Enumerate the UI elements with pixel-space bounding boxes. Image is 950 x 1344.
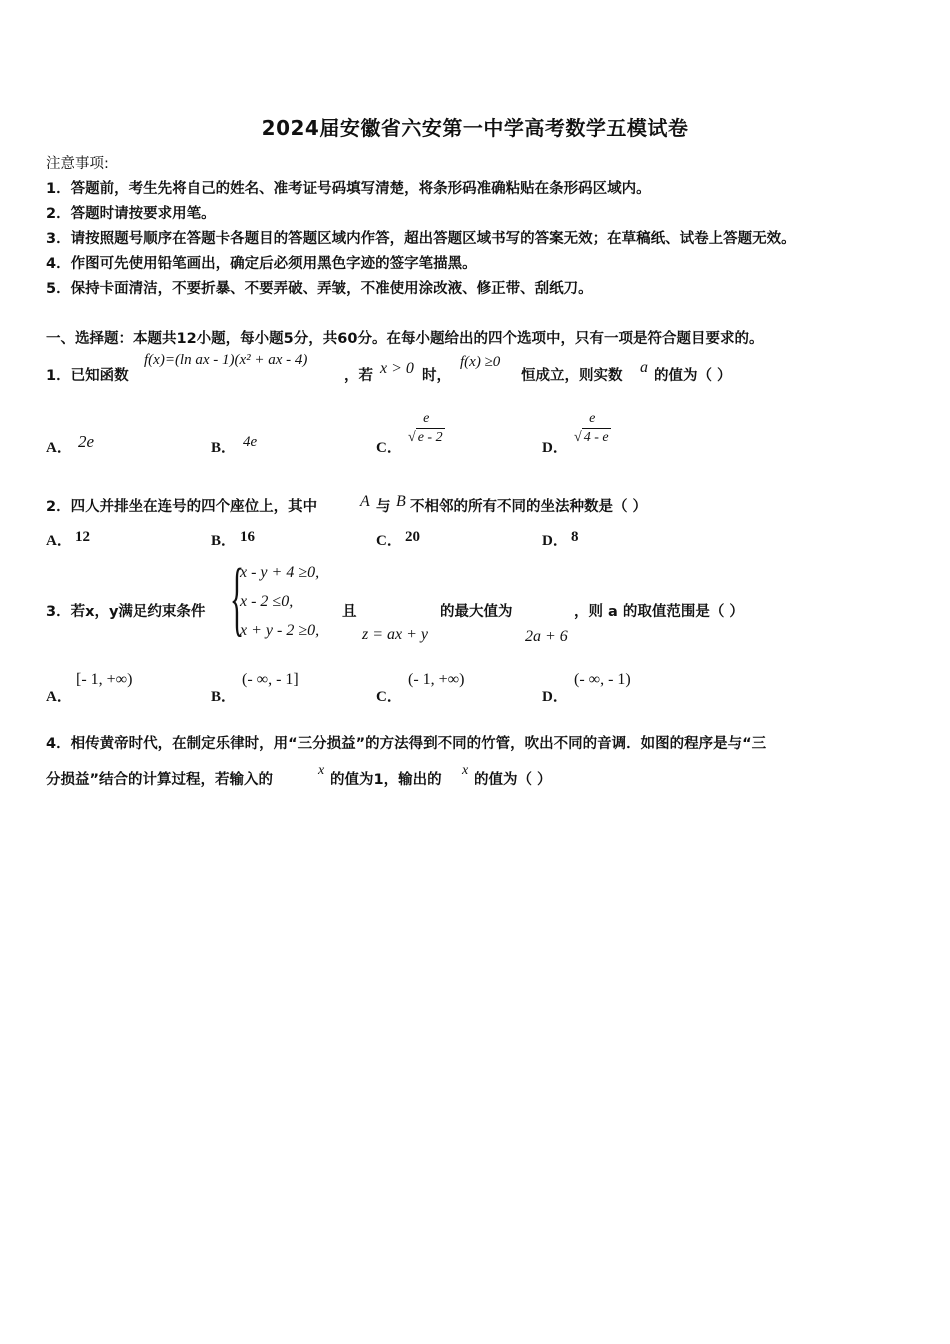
q3-constraint-1: x - y + 4 ≥0, bbox=[240, 564, 320, 581]
q3-max-text: 的最大值为 bbox=[440, 604, 513, 620]
q4-line-2c: 的值为（ ） bbox=[474, 772, 552, 788]
q1-mid1: ，若 bbox=[344, 368, 373, 384]
q1-option-a-label: A． bbox=[46, 440, 72, 456]
notes-heading: 注意事项: bbox=[46, 156, 109, 172]
q1-option-c-numerator: e bbox=[423, 411, 430, 426]
q2-option-d-label: D． bbox=[542, 533, 568, 549]
q2-var-a: A bbox=[360, 493, 370, 510]
note-item-5: 5．保持卡面清洁，不要折暴、不要弄破、弄皱，不准使用涂改液、修正带、刮纸刀。 bbox=[46, 281, 593, 297]
q3-brace: { bbox=[230, 552, 245, 645]
q3-option-a-label: A． bbox=[46, 689, 72, 705]
q3-option-a-value: [- 1, +∞) bbox=[76, 671, 133, 688]
q1-var-a: a bbox=[640, 359, 648, 376]
q3-option-d-value: (- ∞, - 1) bbox=[574, 671, 631, 688]
q1-mid3: 恒成立，则实数 bbox=[521, 368, 623, 384]
note-item-2: 2．答题时请按要求用笔。 bbox=[46, 206, 216, 222]
q2-option-a-value: 12 bbox=[75, 529, 90, 545]
q3-option-d-label: D． bbox=[542, 689, 568, 705]
q1-option-a-value: 2e bbox=[78, 432, 95, 451]
q1-option-b-value: 4e bbox=[243, 434, 258, 450]
q2-option-c-label: C． bbox=[376, 533, 402, 549]
q1-inequality: f(x) ≥0 bbox=[460, 354, 501, 370]
note-item-1: 1．答题前，考生先将自己的姓名、准考证号码填写清楚，将条形码准确粘贴在条形码区域内。 bbox=[46, 181, 651, 197]
q3-option-b-label: B． bbox=[211, 689, 237, 705]
q1-option-b-label: B． bbox=[211, 440, 237, 456]
q4-line-2b: 的值为1，输出的 bbox=[330, 772, 442, 788]
q1-option-c-fraction: e √ e - 2 bbox=[408, 411, 443, 445]
q3-option-c-value: (- 1, +∞) bbox=[408, 671, 465, 688]
q3-option-b-value: (- ∞, - 1] bbox=[242, 671, 299, 688]
q3-suffix: ，则 a 的取值范围是（ ） bbox=[574, 604, 744, 620]
q2-option-a-label: A． bbox=[46, 533, 72, 549]
q1-option-c-label: C． bbox=[376, 440, 402, 456]
q1-option-d-numerator: e bbox=[589, 411, 596, 426]
q2-and: 与 bbox=[376, 499, 391, 515]
q1-option-d-label: D． bbox=[542, 440, 568, 456]
q2-suffix: 不相邻的所有不同的坐法种数是（ ） bbox=[410, 499, 648, 515]
q1-condition: x > 0 bbox=[380, 360, 414, 377]
q3-and: 且 bbox=[342, 604, 357, 620]
q2-prefix: 2．四人并排坐在连号的四个座位上，其中 bbox=[46, 499, 318, 515]
q3-constraint-3: x + y - 2 ≥0, bbox=[240, 622, 320, 639]
q1-option-d-fraction: e √ 4 - e bbox=[574, 411, 609, 445]
q3-prefix: 3．若x，y满足约束条件 bbox=[46, 604, 206, 620]
q3-objective: z = ax + y bbox=[362, 626, 429, 643]
q4-var-x2: x bbox=[462, 763, 469, 778]
q2-var-b: B bbox=[396, 493, 406, 510]
note-item-4: 4．作图可先使用铅笔画出，确定后必须用黑色字迹的签字笔描黑。 bbox=[46, 256, 477, 272]
q1-prefix: 1．已知函数 bbox=[46, 368, 129, 384]
q2-option-b-value: 16 bbox=[240, 529, 255, 545]
q2-option-b-label: B． bbox=[211, 533, 237, 549]
q1-function: f(x)=(ln ax - 1)(x² + ax - 4) bbox=[144, 352, 308, 368]
page-title: 2024届安徽省六安第一中学高考数学五模试卷 bbox=[261, 116, 689, 140]
q4-line-1: 4．相传黄帝时代，在制定乐律时，用“三分损益”的方法得到不同的竹管，吹出不同的音调．如图的程序是与“三 bbox=[46, 736, 767, 752]
q2-option-d-value: 8 bbox=[571, 529, 579, 545]
q4-line-2a: 分损益”结合的计算过程，若输入的 bbox=[46, 772, 274, 788]
q1-option-c-denominator: e - 2 bbox=[417, 430, 443, 445]
section-heading: 一、选择题：本题共12小题，每小题5分，共60分。在每小题给出的四个选项中，只有一项是符合题目要求的。 bbox=[46, 331, 764, 347]
q3-option-c-label: C． bbox=[376, 689, 402, 705]
q1-mid2: 时， bbox=[422, 368, 451, 384]
note-item-3: 3．请按照题号顺序在答题卡各题目的答题区域内作答，超出答题区域书写的答案无效；在草稿纸、试卷上答题无效。 bbox=[46, 231, 796, 247]
q1-option-d-denominator: 4 - e bbox=[583, 430, 609, 445]
q2-option-c-value: 20 bbox=[405, 529, 420, 545]
q4-var-x1: x bbox=[318, 763, 325, 778]
q3-max-value: 2a + 6 bbox=[525, 628, 568, 645]
q1-suffix: 的值为（ ） bbox=[654, 368, 732, 384]
q3-constraint-2: x - 2 ≤0, bbox=[240, 593, 294, 610]
